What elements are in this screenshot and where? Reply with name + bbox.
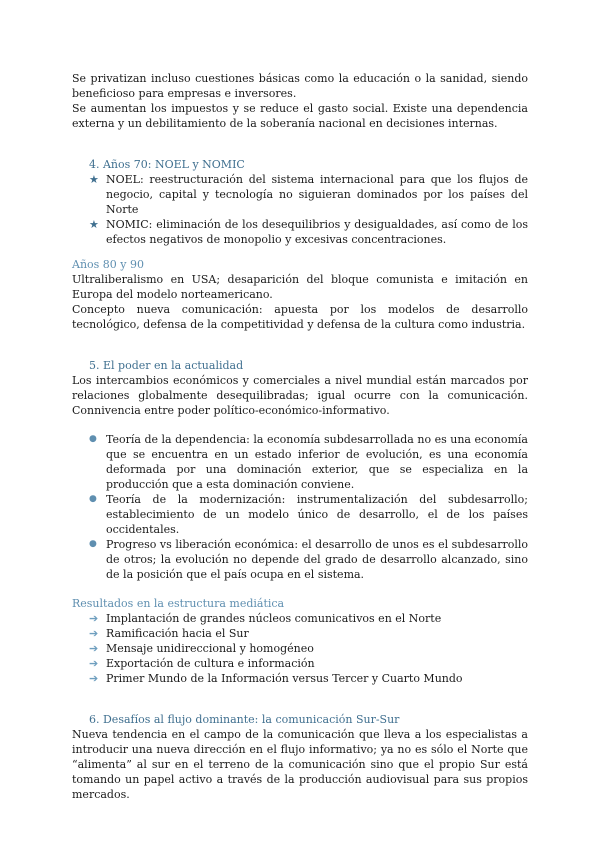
section-6-heading: 6. Desafíos al flujo dominante: la comunicación Sur-Sur: [89, 713, 400, 726]
arrow-bullet-icon: ➔: [89, 642, 99, 655]
list-item: ● Teoría de la dependencia: la economía subdesarrollada no es una economía que se encuentra en un estado inferior de evolución, es una economía deformada por una dominación exterior, que se especializa en la producción que a esta dominación conviene.: [89, 433, 528, 491]
list-item: ➔ Ramificación hacia el Sur: [89, 627, 249, 640]
list-item: ★ NOMIC: eliminación de los desequilibrios y desigualdades, así como de los efectos negativos de monopolio y excesivas concentraciones.: [89, 218, 528, 246]
results-heading: Resultados en la estructura mediática: [72, 597, 285, 610]
list-item: ➔ Implantación de grandes núcleos comunicativos en el Norte: [89, 612, 442, 625]
section-6-paragraph: Nueva tendencia en el campo de la comunicación que lleva a los especialistas a introducir una nueva dirección en el flujo informativo; ya no es sólo el Norte que “alimenta” al sur en el terreno de la comunicación sino que el propio Sur está tomando un papel activo a través de la producción audiovisual para sus propios mercados.: [72, 728, 528, 801]
list-item: ➔ Mensaje unidireccional y homogéneo: [89, 642, 314, 655]
arrow-bullet-icon: ➔: [89, 612, 99, 625]
section-5-paragraph: Los intercambios económicos y comerciales a nivel mundial están marcados por relaciones globalmente desequilibradas; igual ocurre con la comunicación. Connivencia entre poder político-económico-informativo.: [72, 374, 528, 417]
section-5-heading: 5. El poder en la actualidad: [89, 359, 244, 372]
dot-bullet-icon: ●: [89, 434, 97, 444]
decades-heading: Años 80 y 90: [72, 258, 144, 271]
star-bullet-icon: ★: [89, 218, 99, 231]
star-bullet-icon: ★: [89, 173, 99, 186]
dot-bullet-icon: ●: [89, 494, 97, 504]
section-4-list: [72, 172, 528, 247]
document-page: [72, 71, 528, 802]
list-item: ★ NOEL: reestructuración del sistema internacional para que los flujos de negocio, capital y tecnología no siguieran dominados por los países del Norte: [89, 173, 528, 216]
arrow-bullet-icon: ➔: [89, 657, 99, 670]
list-item: ➔ Exportación de cultura e información: [89, 657, 315, 670]
dot-bullet-icon: ●: [89, 539, 97, 549]
decades-paragraph-1: Ultraliberalismo en USA; desaparición del bloque comunista e imitación en Europa del modelo norteamericano.: [72, 273, 528, 301]
intro-paragraph-2: Se aumentan los impuestos y se reduce el gasto social. Existe una dependencia externa y un debilitamiento de la soberanía nacional en decisiones internas.: [72, 102, 528, 130]
list-item: ➔ Primer Mundo de la Información versus Tercer y Cuarto Mundo: [89, 672, 463, 685]
arrow-bullet-icon: ➔: [89, 627, 99, 640]
section-4-heading: 4. Años 70: NOEL y NOMIC: [89, 158, 245, 171]
intro-paragraph-1: Se privatizan incluso cuestiones básicas como la educación o la sanidad, siendo beneficioso para empresas e inversores.: [72, 72, 528, 100]
list-item: ● Progreso vs liberación económica: el desarrollo de unos es el subdesarrollo de otros; la evolución no depende del grado de desarrollo alcanzado, sino de la posición que el país ocupa en el sistema.: [89, 538, 528, 581]
results-list: [72, 611, 528, 686]
arrow-bullet-icon: ➔: [89, 672, 99, 685]
decades-paragraph-2: Concepto nueva comunicación: apuesta por los modelos de desarrollo tecnológico, defensa de la competitividad y defensa de la cultura como industria.: [72, 303, 528, 331]
list-item: ● Teoría de la modernización: instrumentalización del subdesarrollo; establecimiento de un modelo único de desarrollo, el de los países occidentales.: [89, 493, 528, 536]
section-5-list: [72, 432, 528, 582]
